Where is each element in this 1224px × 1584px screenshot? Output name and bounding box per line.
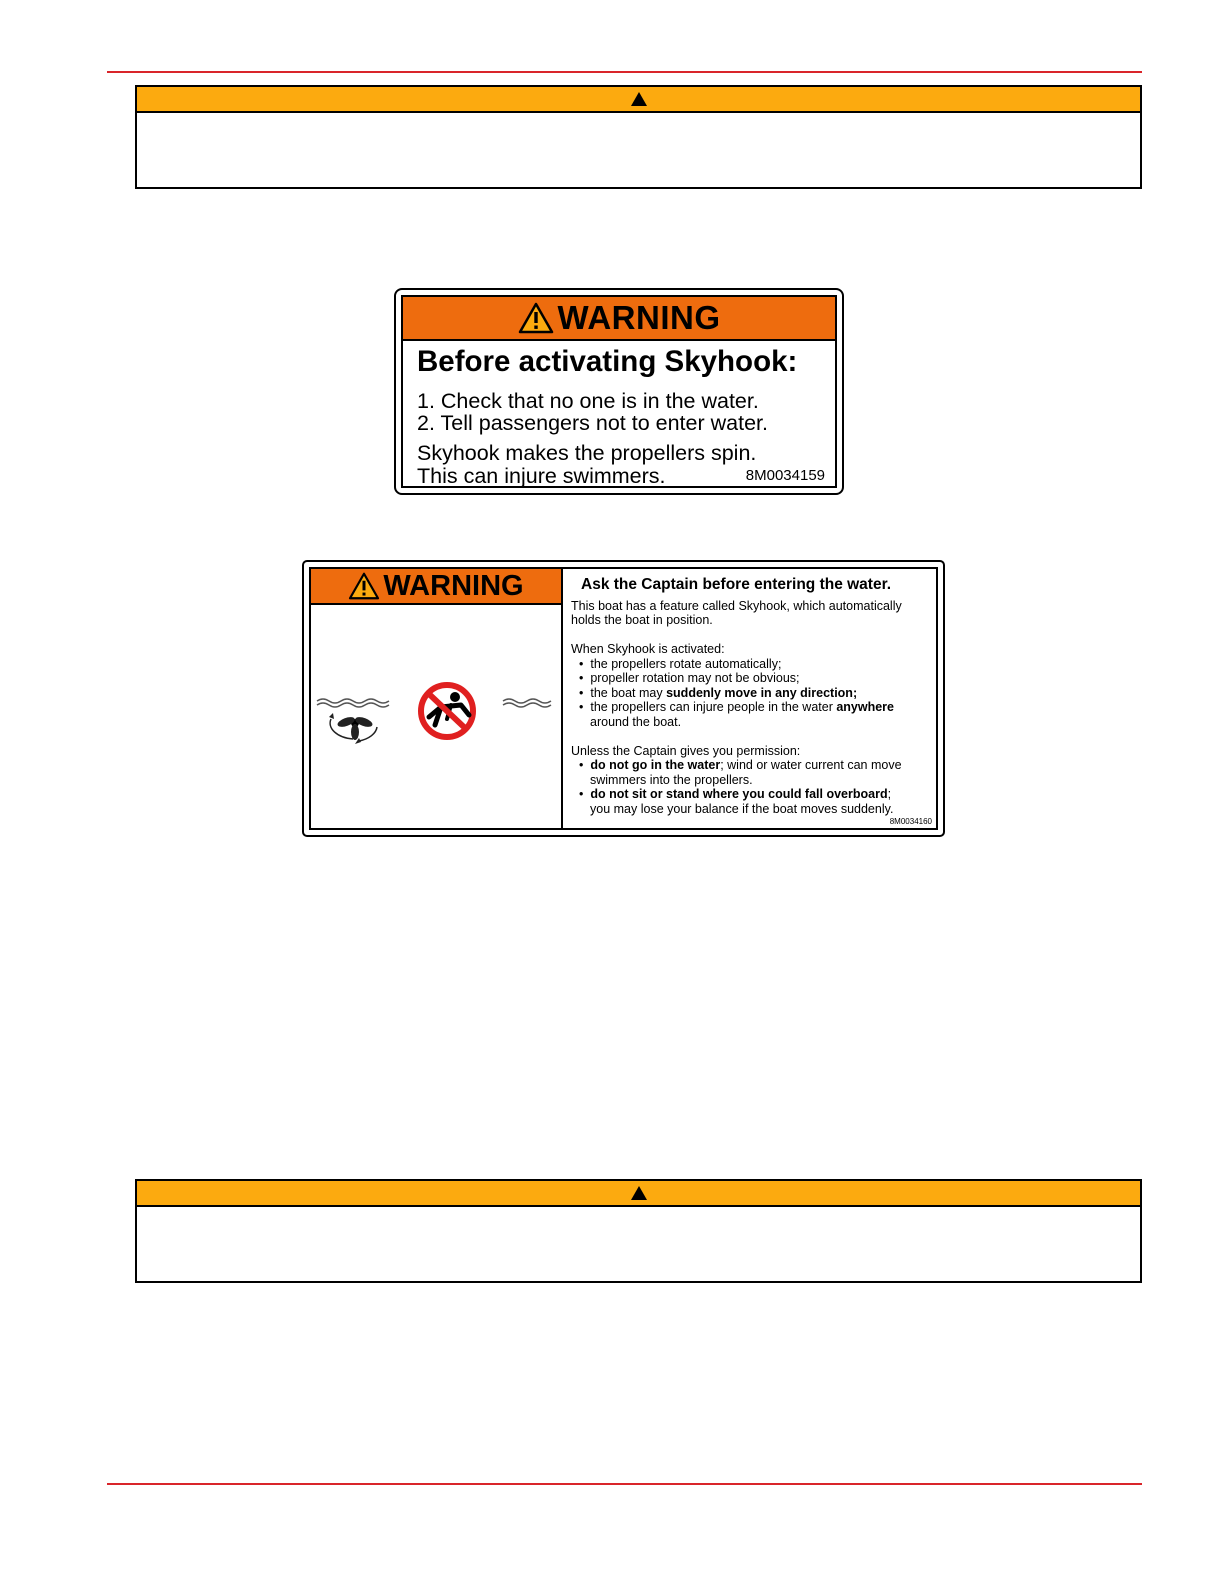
bullet-text: propeller rotation may not be obvious;: [590, 671, 800, 685]
decal-part-number: 8M0034159: [745, 467, 825, 484]
bullet-continuation: swimmers into the propellers.: [590, 773, 753, 787]
bullet-bold-text: do not sit or stand where you could fall overboard: [590, 787, 888, 801]
decal-text-panel: [563, 569, 936, 828]
bullet-bold-text: anywhere: [836, 700, 894, 714]
decal-title: Ask the Captain before entering the water.: [581, 576, 892, 593]
decal-part-number: 8M0034160: [889, 817, 932, 826]
footer-rule: [107, 1483, 1142, 1485]
bullet-mark: •: [579, 686, 584, 700]
bullet-text: the propellers can injure people in the water: [590, 700, 837, 714]
decal-header-text: WARNING: [557, 299, 721, 336]
ask-captain-decal: [302, 560, 945, 837]
warning-triangle-icon: [348, 572, 380, 600]
bullet-continuation: you may lose your balance if the boat moves suddenly.: [590, 802, 894, 816]
decal-header-text: WARNING: [383, 569, 524, 602]
bullet-item: [579, 657, 781, 671]
decal-text: Unless the Captain gives you permission:: [571, 744, 801, 758]
bullet-item: [579, 700, 894, 714]
decal-line: 1. Check that no one is in the water.: [417, 389, 759, 413]
decal-text: This boat has a feature called Skyhook, which automatically: [571, 599, 902, 613]
bullet-mark: •: [579, 758, 584, 772]
bullet-bold-text: suddenly move in any direction;: [666, 686, 858, 700]
decal-headline: Before activating Skyhook:: [417, 345, 798, 378]
decal-header: [403, 297, 835, 341]
decal-text: holds the boat in position.: [571, 613, 713, 627]
decal-line: 2. Tell passengers not to enter water.: [417, 411, 768, 435]
header-rule: [107, 71, 1142, 73]
bullet-item: [579, 787, 891, 801]
bullet-text: ;: [887, 787, 892, 801]
warning-triangle-icon: [631, 92, 647, 106]
bullet-mark: •: [579, 671, 584, 685]
warning-triangle-icon: [518, 302, 554, 334]
no-swimming-near-propeller-icon: [315, 679, 557, 749]
decal-text: When Skyhook is activated:: [571, 642, 725, 656]
decal-line: Skyhook makes the propellers spin.: [417, 441, 757, 465]
warning-triangle-icon: [631, 1186, 647, 1200]
notice-bar: [137, 1181, 1140, 1207]
decal-header: [311, 569, 561, 605]
skyhook-activation-decal: [394, 288, 844, 495]
bullet-text: the boat may: [590, 686, 667, 700]
bullet-item: [579, 671, 800, 685]
bullet-item: [579, 686, 857, 700]
bullet-mark: •: [579, 787, 584, 801]
bullet-mark: •: [579, 700, 584, 714]
bullet-item: [579, 758, 902, 772]
bullet-text: ; wind or water current can move: [720, 758, 902, 772]
notice-bar: [137, 87, 1140, 113]
decal-pictogram-panel: [311, 569, 563, 828]
bullet-text: the propellers rotate automatically;: [590, 657, 782, 671]
bullet-bold-text: do not go in the water: [590, 758, 721, 772]
safety-notice-bottom: [135, 1179, 1142, 1283]
decal-line: This can injure swimmers.: [417, 464, 666, 488]
bullet-continuation: around the boat.: [590, 715, 682, 729]
bullet-mark: •: [579, 657, 584, 671]
safety-notice-top: [135, 85, 1142, 189]
